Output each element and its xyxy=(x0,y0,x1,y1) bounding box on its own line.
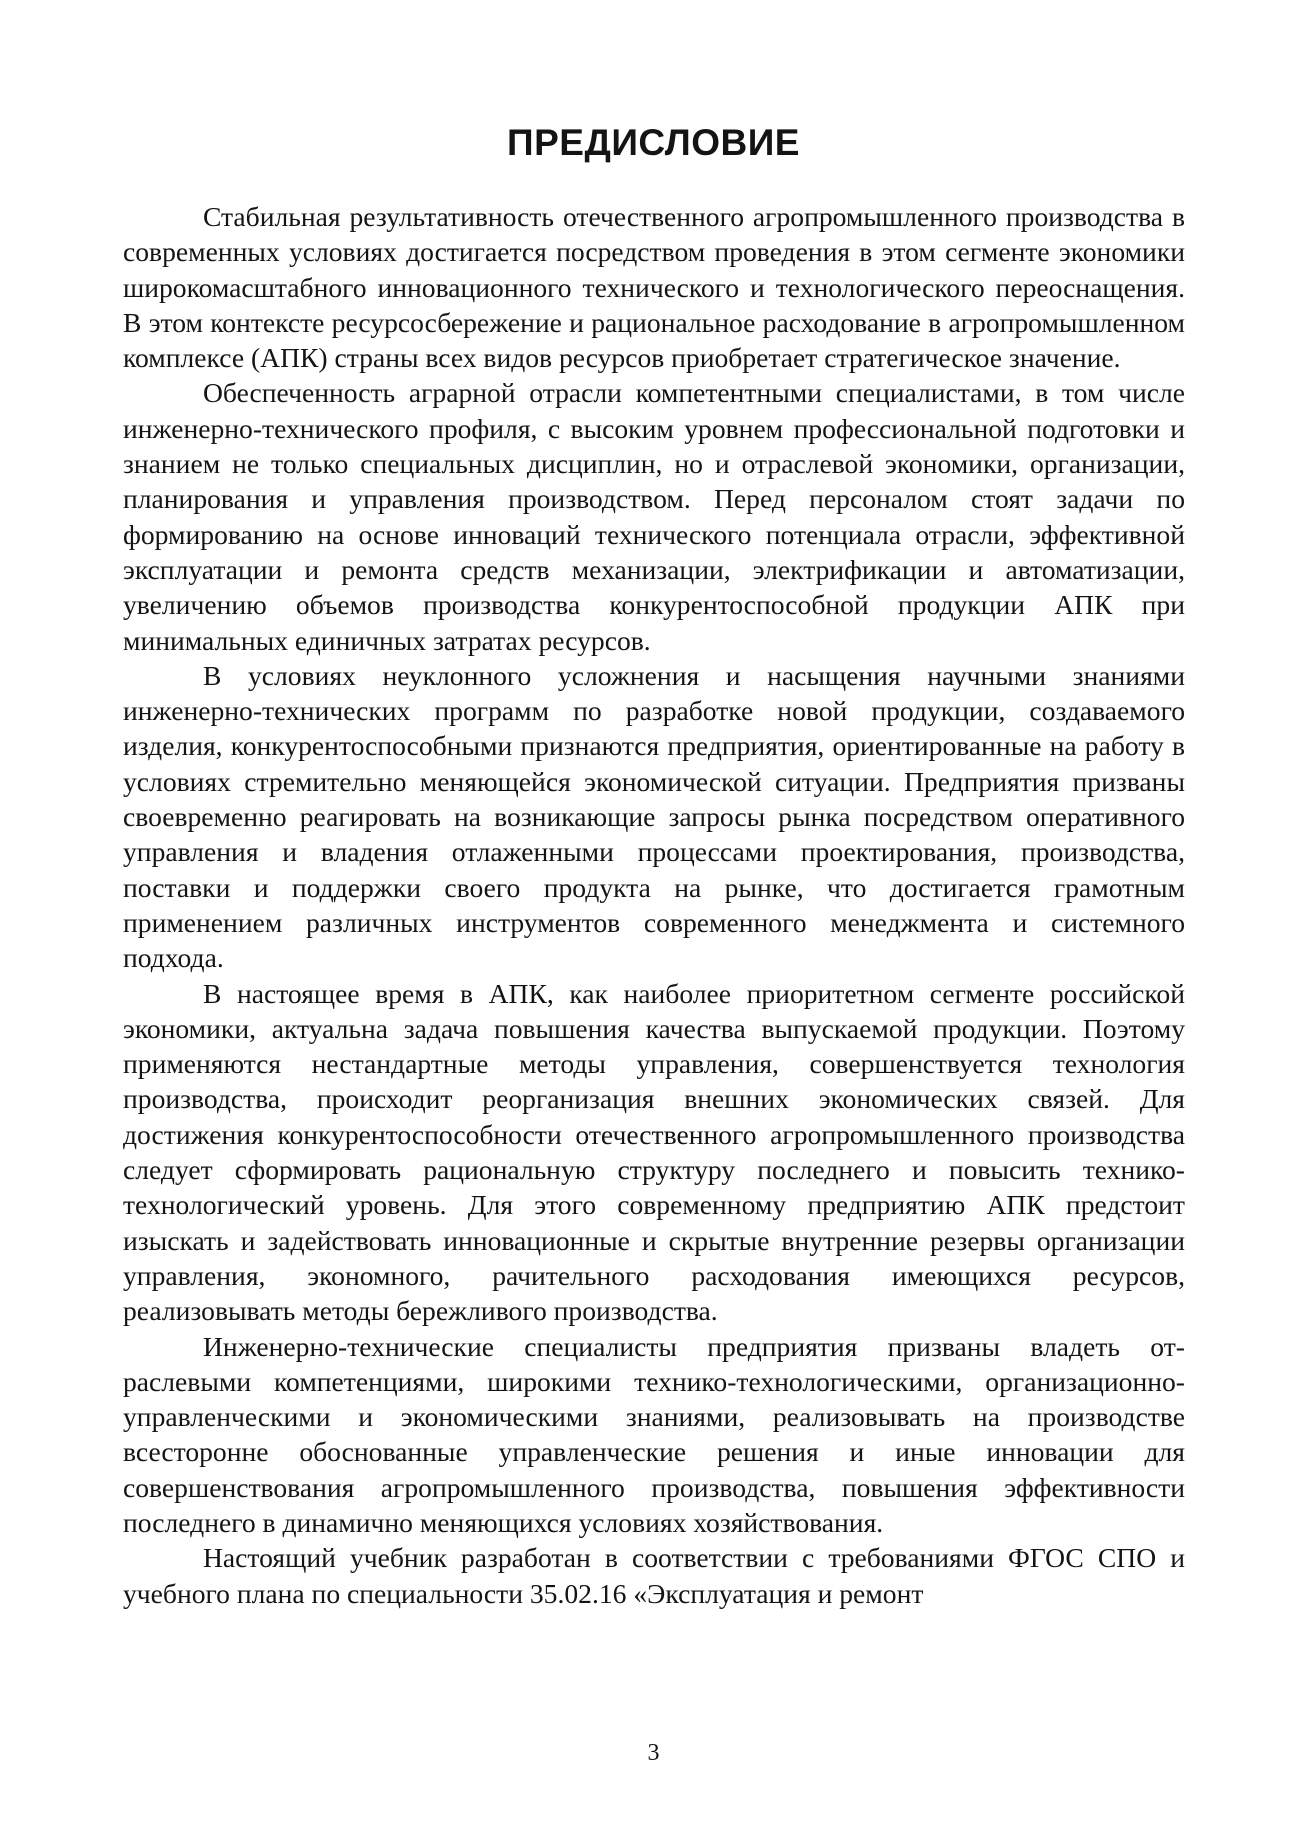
paragraph: В настоящее время в АПК, как наиболее приоритетном сегменте российской экономики, актуальна задача повышения качества выпускаемой продукции. Поэтому применяются нестандартные методы управления, совершенствуется технология производства, происходит реорганизация внешних экономических связей. Для достижения конкурентоспособности отечественного агропромышленного производства следует сформировать рациональную структуру последнего и повысить технико-технологический уровень. Для этого современному предприятию АПК предстоит изыскать и задействовать инновационные и скрытые внутренние резервы организации управления, экономного, рачительного расходования имеющихся ресурсов, реализовывать методы бережливого производства. xyxy=(123,977,1185,1327)
paragraph: В условиях неуклонного усложнения и насыщения научными знаниями инженерно-технических программ по разработке новой продукции, создаваемого изделия, конкурентоспособными признаются предприятия, ориентированные на работу в условиях стремительно меняющейся экономической ситуации. Предприятия призваны своевременно реагировать на возникающие запросы рынка посредством оперативного управления и владения отлаженными процессами проектирования, производства, поставки и поддержки своего продукта на рынке, что достигается грамотным применением различных инструментов современного менеджмента и системного подхода. xyxy=(123,659,1185,974)
page-title: ПРЕДИСЛОВИЕ xyxy=(507,122,800,163)
paragraph: Обеспеченность аграрной отрасли компетентными специалистами, в том числе инженерно-технического профиля, с высоким уровнем профессиональной подготовки и знанием не только специальных дисциплин, но и отраслевой экономики, организации, планирования и управления производством. Перед персоналом стоят задачи по формированию на основе инноваций технического потенциала отрасли, эффективной эксплуатации и ремонта средств механизации, электрификации и автоматизации, увеличению объемов производства конкурентоспособной продукции АПК при минимальных единичных затратах ресурсов. xyxy=(123,377,1185,656)
paragraph: Стабильная результативность отечественного агропромышленного производства в современных условиях достигается посредством проведения в этом сегменте экономики широкомасштабного инновационного технического и технологического переоснащения. В этом контексте ресурсосбережение и рациональное расходование в агропромышленном комплексе (АПК) страны всех видов ресурсов приобретает стратегическое значение. xyxy=(123,201,1185,374)
body-text xyxy=(123,199,1185,1611)
paragraph: Инженерно-технические специалисты предприятия призваны владеть отраслевыми компетенциями, широкими технико-технологическими, организационно-управленческими и экономическими знаниями, реализовывать на производстве всесторонне обоснованные управленческие решения и иные инновации для совершенствования агропромышленного производства, повышения эффективности последнего в динамично меняющихся условиях хозяйствования. xyxy=(123,1330,1185,1538)
paragraph: Настоящий учебник разработан в соответствии с требованиями ФГОС СПО и учебного плана по специальности 35.02.16 «Эксплуатация и ремонт xyxy=(123,1542,1185,1609)
page-number: 3 xyxy=(647,1740,660,1766)
